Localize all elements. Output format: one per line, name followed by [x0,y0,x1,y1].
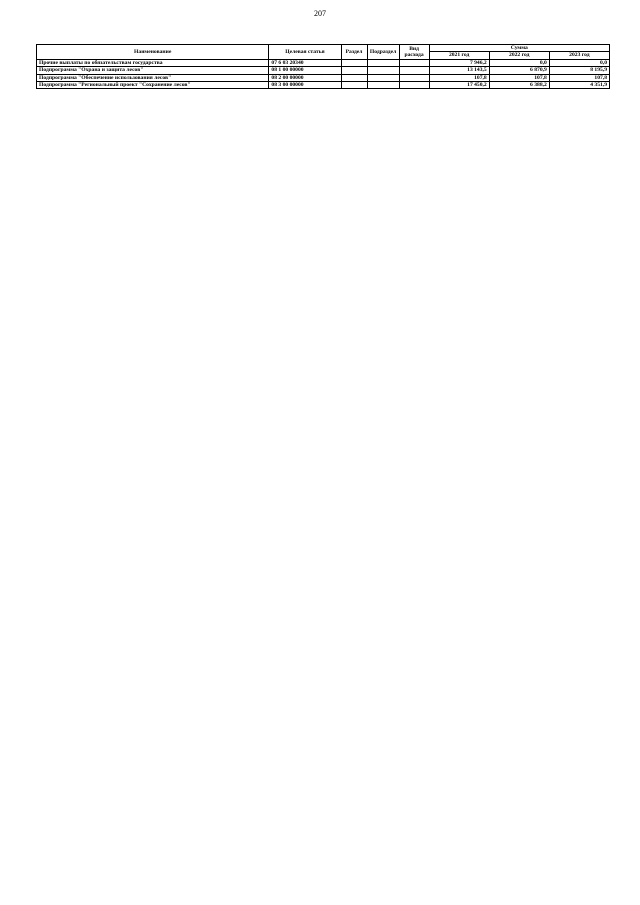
table-body [37,59,610,89]
table-header [37,45,610,60]
cell-name: Подпрограмма "Региональный проект "Сохранение лесов" [37,82,269,89]
table-row [37,67,610,74]
cell-name: Прочие выплаты по обязательствам государства [37,59,269,66]
cell-vid [399,67,429,74]
header-vid: Вид расхода [399,45,429,60]
cell-vid [399,82,429,89]
cell-2023: 107,8 [549,74,609,81]
cell-2021: 107,8 [429,74,489,81]
cell-podrazdel [367,74,399,81]
page-number: 207 [314,9,326,18]
cell-2023: 4 351,9 [549,82,609,89]
header-podrazdel: Подраздел [367,45,399,60]
cell-code: 08 3 00 00000 [269,82,341,89]
cell-code: 08 2 00 00000 [269,74,341,81]
cell-podrazdel [367,59,399,66]
cell-2021: 17 450,2 [429,82,489,89]
cell-vid [399,74,429,81]
cell-podrazdel [367,82,399,89]
header-2021: 2021 год [429,52,489,59]
table-row [37,59,610,66]
cell-2023: 0,0 [549,59,609,66]
header-2022: 2022 год [489,52,549,59]
cell-razdel [341,74,367,81]
budget-table [36,44,610,89]
cell-razdel [341,82,367,89]
cell-name: Подпрограмма "Охрана и защита лесов" [37,67,269,74]
header-2023: 2023 год [549,52,609,59]
cell-code: 07 6 03 20340 [269,59,341,66]
cell-2022: 107,8 [489,74,549,81]
header-summa: Сумма [429,45,609,52]
cell-podrazdel [367,67,399,74]
header-code: Целевая статья [269,45,341,60]
cell-2021: 7 946,2 [429,59,489,66]
cell-2021: 13 143,5 [429,67,489,74]
header-razdel: Раздел [341,45,367,60]
cell-2022: 6 870,9 [489,67,549,74]
cell-code: 08 1 00 00000 [269,67,341,74]
cell-razdel [341,67,367,74]
cell-2022: 6 388,2 [489,82,549,89]
header-name: Наименование [37,45,269,60]
cell-2022: 0,0 [489,59,549,66]
cell-vid [399,59,429,66]
cell-2023: 8 195,9 [549,67,609,74]
table-row [37,82,610,89]
cell-razdel [341,59,367,66]
cell-name: Подпрограмма "Обеспечение использования лесов" [37,74,269,81]
table-row [37,74,610,81]
